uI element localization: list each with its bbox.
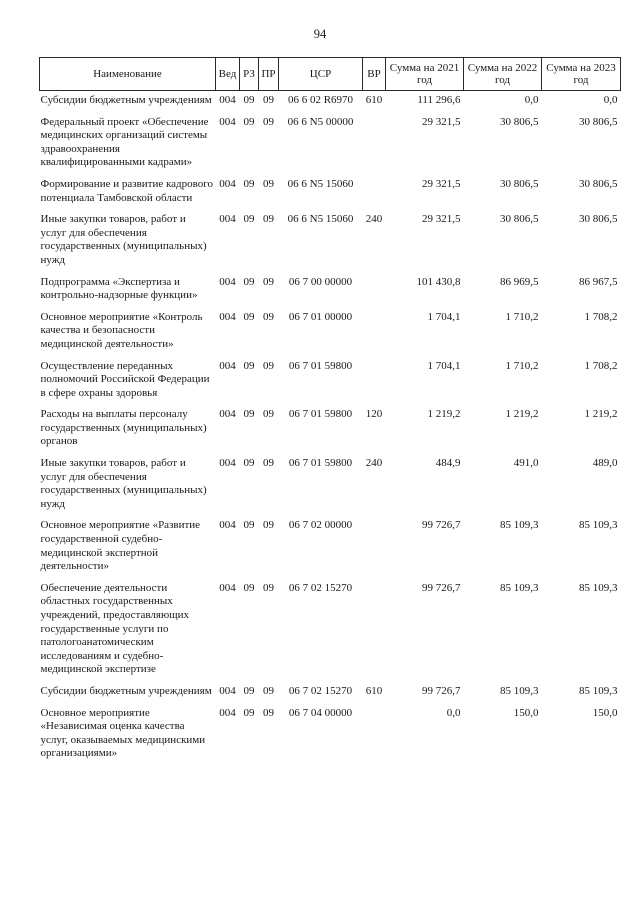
- cell-name: Обеспечение деятельности областных государственных учреждений, предоставляющих государственные услуги по патологоанатомическим исследованиям и судебно-медицинской экспертизе: [40, 581, 190, 676]
- cell-rz: 09: [243, 581, 255, 594]
- cell-sum-2021: 29 321,5: [422, 213, 461, 226]
- cell-rz: 09: [243, 310, 255, 323]
- cell-ved: 004: [219, 177, 236, 190]
- cell-sum-2022: 1 710,2: [505, 359, 539, 372]
- cell-vr: [363, 116, 386, 178]
- cell-pr: 09: [263, 519, 274, 532]
- cell-csr: 06 6 N5 15060: [287, 177, 354, 190]
- cell-vr: [363, 707, 386, 769]
- table-row: [40, 116, 621, 178]
- cell-sum-2021: 99 726,7: [422, 581, 461, 594]
- table-row: [40, 213, 621, 275]
- cell-csr: 06 6 02 R6970: [287, 94, 354, 106]
- table-row: [40, 685, 621, 707]
- page-number: 94: [313, 27, 327, 41]
- cell-rz: 09: [243, 359, 255, 372]
- cell-sum-2023: 86 967,5: [579, 275, 618, 288]
- cell-ved: 004: [219, 408, 236, 421]
- cell-name: Федеральный проект «Обеспечение медицинских организаций системы здравоохранения квалифицированными кадрами»: [40, 115, 209, 169]
- cell-csr: 06 7 01 59800: [288, 457, 353, 470]
- header-sum-2022: Сумма на 2022 год: [464, 58, 542, 91]
- cell-vr: 240: [365, 213, 383, 226]
- cell-sum-2022: 85 109,3: [500, 581, 539, 594]
- cell-ved: 004: [219, 359, 236, 372]
- cell-sum-2022: 1 710,2: [505, 310, 539, 323]
- cell-pr: 09: [263, 408, 274, 421]
- cell-name: Формирование и развитие кадрового потенциала Тамбовской области: [40, 177, 213, 204]
- cell-sum-2022: 86 969,5: [500, 275, 539, 288]
- cell-sum-2022: 30 806,5: [500, 177, 539, 190]
- header-ved: Вед: [216, 58, 240, 91]
- cell-sum-2023: 30 806,5: [579, 213, 618, 226]
- cell-sum-2023: 489,0: [592, 457, 618, 470]
- cell-ved: 004: [219, 115, 236, 128]
- table-row: [40, 707, 621, 769]
- cell-sum-2023: 85 109,3: [579, 581, 618, 594]
- cell-name: Основное мероприятие «Развитие государственной судебно-медицинской экспертной деятельности»: [40, 519, 201, 573]
- cell-ved: 004: [219, 519, 236, 532]
- header-rz: РЗ: [240, 58, 259, 91]
- table-row: [40, 311, 621, 360]
- cell-name: Субсидии бюджетным учреждениям: [40, 94, 212, 106]
- cell-csr: 06 6 N5 00000: [287, 115, 354, 128]
- cell-rz: 09: [243, 177, 255, 190]
- cell-name: Подпрограмма «Экспертиза и контрольно-надзорные функции»: [40, 275, 198, 302]
- cell-name: Иные закупки товаров, работ и услуг для обеспечения государственных (муниципальных) нужд: [40, 457, 207, 510]
- cell-ved: 004: [219, 581, 236, 594]
- cell-name: Расходы на выплаты персоналу государственных (муниципальных) органов: [40, 408, 207, 448]
- cell-sum-2021: 101 430,8: [416, 275, 461, 288]
- cell-csr: 06 7 02 15270: [288, 684, 353, 697]
- cell-rz: 09: [243, 684, 255, 697]
- cell-pr: 09: [263, 359, 274, 372]
- cell-vr: 120: [365, 408, 383, 421]
- header-sum-2021: Сумма на 2021 год: [386, 58, 464, 91]
- cell-sum-2021: 484,9: [435, 457, 461, 470]
- cell-sum-2021: 1 704,1: [427, 310, 461, 323]
- cell-ved: 004: [219, 213, 236, 226]
- header-vr: ВР: [363, 58, 386, 91]
- cell-pr: 09: [263, 706, 274, 719]
- cell-vr: [363, 276, 386, 311]
- cell-sum-2023: 150,0: [592, 706, 618, 719]
- cell-rz: 09: [243, 519, 255, 532]
- cell-vr: 610: [365, 684, 383, 697]
- cell-sum-2022: 491,0: [513, 457, 539, 470]
- cell-name: Основное мероприятие «Независимая оценка качества услуг, оказываемых медицинскими организациями»: [40, 706, 206, 760]
- table-header: [40, 58, 621, 91]
- cell-sum-2022: 0,0: [524, 94, 539, 106]
- cell-sum-2023: 30 806,5: [579, 177, 618, 190]
- cell-sum-2021: 1 219,2: [427, 408, 461, 421]
- cell-pr: 09: [263, 684, 274, 697]
- cell-sum-2021: 29 321,5: [422, 115, 461, 128]
- cell-csr: 06 7 01 59800: [288, 359, 353, 372]
- cell-rz: 09: [243, 457, 255, 470]
- cell-csr: 06 7 01 59800: [288, 408, 353, 421]
- cell-pr: 09: [263, 177, 274, 190]
- cell-name: Субсидии бюджетным учреждениям: [40, 684, 212, 697]
- cell-vr: 240: [365, 457, 383, 470]
- table-row: [40, 276, 621, 311]
- cell-rz: 09: [243, 275, 255, 288]
- cell-csr: 06 7 04 00000: [288, 706, 353, 719]
- cell-sum-2023: 85 109,3: [579, 684, 618, 697]
- cell-pr: 09: [263, 94, 274, 106]
- cell-name: Осуществление переданных полномочий Российской Федерации в сфере охраны здоровья: [40, 359, 210, 399]
- cell-sum-2022: 1 219,2: [505, 408, 539, 421]
- cell-ved: 004: [219, 457, 236, 470]
- cell-sum-2021: 99 726,7: [422, 684, 461, 697]
- cell-sum-2022: 85 109,3: [500, 684, 539, 697]
- header-csr: ЦСР: [279, 58, 363, 91]
- cell-sum-2023: 1 708,2: [584, 359, 618, 372]
- cell-ved: 004: [219, 684, 236, 697]
- table-row: [40, 519, 621, 581]
- cell-sum-2022: 30 806,5: [500, 213, 539, 226]
- cell-csr: 06 7 02 15270: [288, 581, 353, 594]
- cell-sum-2022: 85 109,3: [500, 519, 539, 532]
- cell-vr: [363, 178, 386, 213]
- table-row: [40, 582, 621, 685]
- cell-csr: 06 7 01 00000: [288, 310, 353, 323]
- cell-sum-2021: 99 726,7: [422, 519, 461, 532]
- cell-rz: 09: [243, 94, 255, 106]
- header-name: Наименование: [40, 58, 216, 91]
- cell-pr: 09: [263, 457, 274, 470]
- cell-rz: 09: [243, 408, 255, 421]
- cell-csr: 06 7 02 00000: [288, 519, 353, 532]
- cell-sum-2023: 30 806,5: [579, 115, 618, 128]
- header-sum-2023: Сумма на 2023 год: [542, 58, 621, 91]
- cell-sum-2021: 1 704,1: [427, 359, 461, 372]
- cell-sum-2021: 29 321,5: [422, 177, 461, 190]
- cell-pr: 09: [263, 581, 274, 594]
- cell-vr: [363, 360, 386, 409]
- cell-vr: [363, 519, 386, 581]
- cell-sum-2021: 111 296,6: [417, 94, 461, 106]
- table-body: [40, 91, 621, 769]
- cell-pr: 09: [263, 275, 274, 288]
- cell-rz: 09: [243, 706, 255, 719]
- cell-sum-2023: 1 219,2: [584, 408, 618, 421]
- cell-vr: 610: [365, 94, 383, 106]
- cell-sum-2021: 0,0: [446, 706, 461, 719]
- cell-sum-2023: 85 109,3: [579, 519, 618, 532]
- cell-ved: 004: [219, 275, 236, 288]
- cell-pr: 09: [263, 115, 274, 128]
- cell-vr: [363, 582, 386, 685]
- table-row: [40, 360, 621, 409]
- cell-rz: 09: [243, 213, 255, 226]
- table-row: [40, 457, 621, 519]
- header-pr: ПР: [259, 58, 279, 91]
- cell-pr: 09: [263, 310, 274, 323]
- cell-sum-2023: 0,0: [603, 94, 618, 106]
- cell-sum-2022: 30 806,5: [500, 115, 539, 128]
- table-row: [40, 178, 621, 213]
- cell-sum-2023: 1 708,2: [584, 310, 618, 323]
- cell-rz: 09: [243, 115, 255, 128]
- cell-csr: 06 7 00 00000: [288, 275, 353, 288]
- cell-pr: 09: [263, 213, 274, 226]
- cell-name: Иные закупки товаров, работ и услуг для обеспечения государственных (муниципальных) нужд: [40, 213, 207, 266]
- cell-csr: 06 6 N5 15060: [287, 213, 354, 226]
- budget-table: [39, 57, 621, 769]
- cell-ved: 004: [219, 310, 236, 323]
- cell-ved: 004: [219, 706, 236, 719]
- table-row: [40, 91, 621, 116]
- cell-name: Основное мероприятие «Контроль качества и безопасности медицинской деятельности»: [40, 310, 203, 350]
- cell-ved: 004: [219, 94, 236, 106]
- cell-sum-2022: 150,0: [513, 706, 539, 719]
- cell-vr: [363, 311, 386, 360]
- table-row: [40, 408, 621, 457]
